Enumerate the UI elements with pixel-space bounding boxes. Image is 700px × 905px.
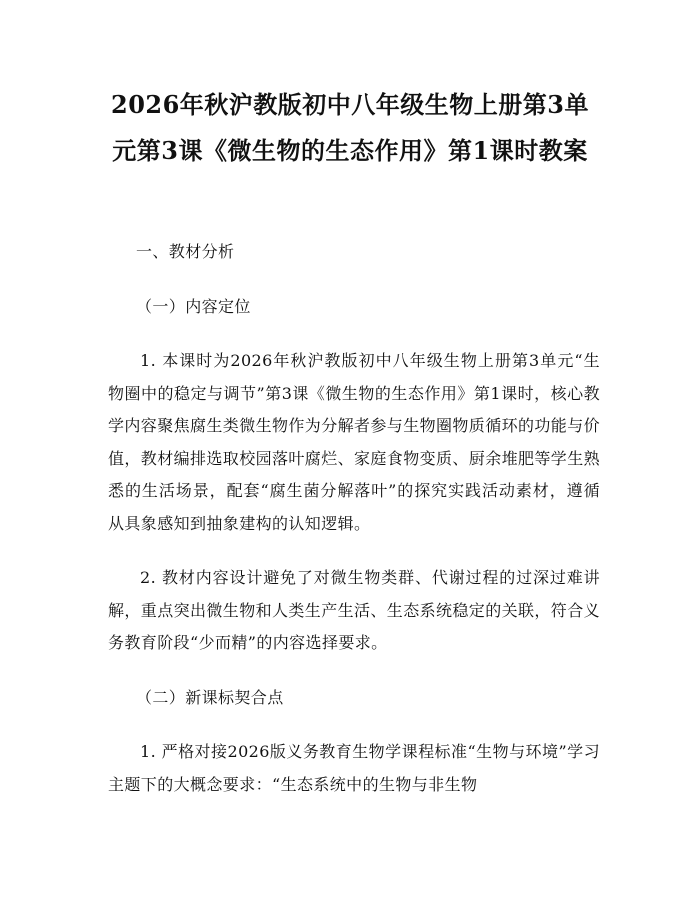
section-heading: 一、教材分析 — [136, 242, 235, 261]
subsection-heading: （一）内容定位 — [136, 296, 251, 316]
paragraph: 1. 严格对接2026版义务教育生物学课程标准“生物与环境”学习主题下的大概念要求：“生态系统中的生物与非生物 — [108, 742, 600, 794]
document-title: 2026年秋沪教版初中八年级生物上册第3单元第3课《微生物的生态作用》第1课时教案 — [111, 90, 589, 165]
paragraph: 1. 本课时为2026年秋沪教版初中八年级生物上册第3单元“生物圈中的稳定与调节”第3课《微生物的生态作用》第1课时，核心教学内容聚焦腐生类微生物作为分解者参与生物圈物质循环的功能与价值，教材编排选取校园落叶腐烂、家庭食物变质、厨余堆肥等学生熟悉的生活场景，配套“腐生菌分解落叶”的探究实践活动素材，遵循从具象感知到抽象建构的认知逻辑。 — [108, 351, 601, 533]
paragraph: 2. 教材内容设计避免了对微生物类群、代谢过程的过深过难讲解，重点突出微生物和人类生产生活、生态系统稳定的关联，符合义务教育阶段“少而精”的内容选择要求。 — [108, 568, 601, 652]
subsection-heading: （二）新课标契合点 — [136, 687, 284, 707]
document-body — [108, 236, 600, 801]
